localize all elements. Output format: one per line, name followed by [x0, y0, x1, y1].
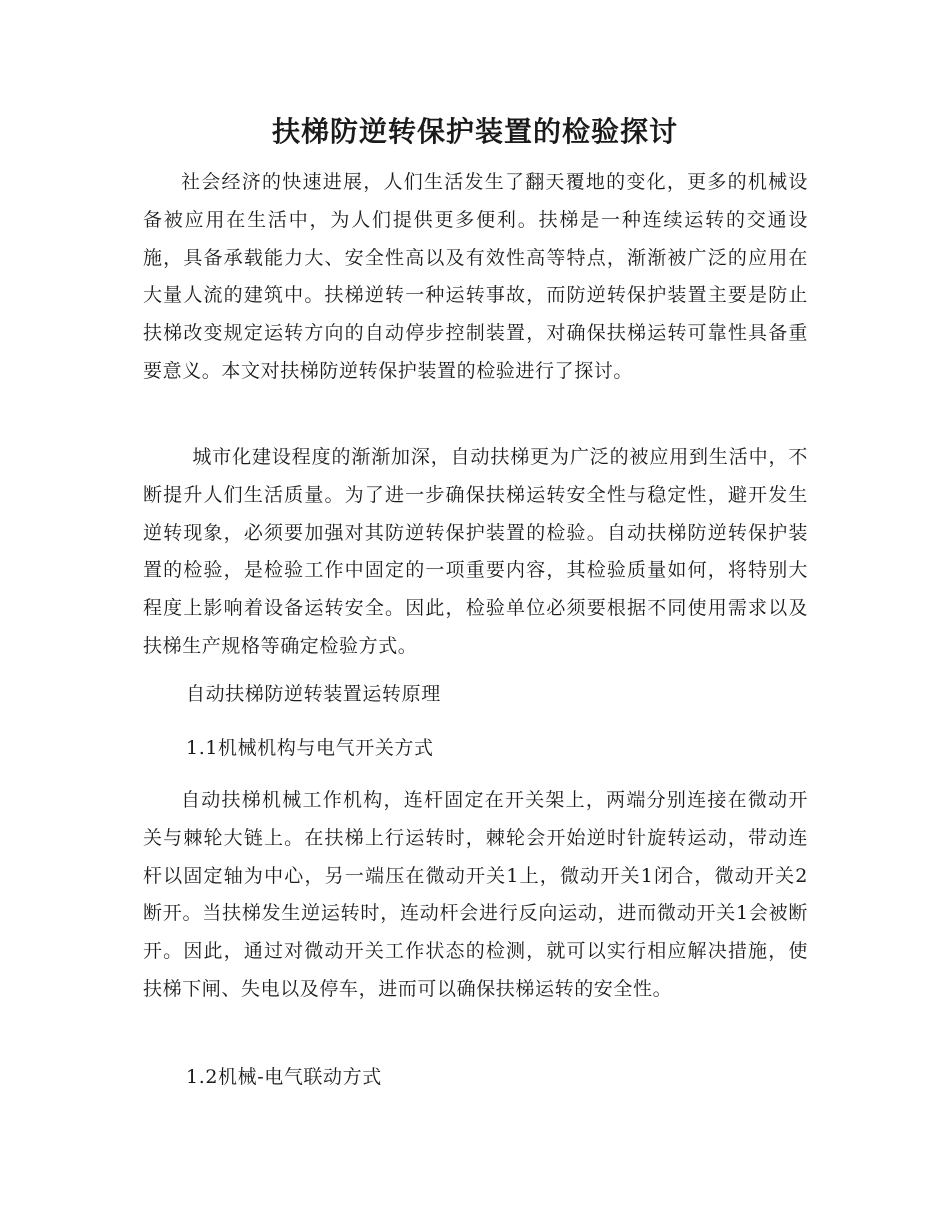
intro-paragraph: 社会经济的快速进展，人们生活发生了翻天覆地的变化，更多的机械设备被应用在生活中，为人们提供更多便利。扶梯是一种连续运转的交通设施，具备承载能力大、安全性高以及有效性高等特点，渐渐被广泛的应用在大量人流的建筑中。扶梯逆转一种运转事故，而防逆转保护装置主要是防止扶梯改变规定运转方向的自动停步控制装置，对确保扶梯运转可靠性具备重要意义。本文对扶梯防逆转保护装置的检验进行了探讨。: [143, 171, 808, 382]
document-title: 扶梯防逆转保护装置的检验探讨: [271, 115, 678, 148]
subsection-heading-1-1: 1.1机械机构与电气开关方式: [186, 737, 434, 759]
background-paragraph: 城市化建设程度的渐渐加深，自动扶梯更为广泛的被应用到生活中，不断提升人们生活质量。为了进一步确保扶梯运转安全性与稳定性，避开发生逆转现象，必须要加强对其防逆转保护装置的检验。自动扶梯防逆转保护装置的检验，是检验工作中固定的一项重要内容，其检验质量如何，将特别大程度上影响着设备运转安全。因此，检验单位必须要根据不同使用需求以及扶梯生产规格等确定检验方式。: [143, 446, 808, 657]
subsection-heading-1-2: 1.2机械-电气联动方式: [186, 1066, 382, 1088]
mechanism-paragraph: 自动扶梯机械工作机构，连杆固定在开关架上，两端分别连接在微动开关与棘轮大链上。在扶梯上行运转时，棘轮会开始逆时针旋转运动，带动连杆以固定轴为中心，另一端压在微动开关1上，微动开关1闭合，微动开关2断开。当扶梯发生逆运转时，连动杆会进行反向运动，进而微动开关1会被断开。因此，通过对微动开关工作状态的检测，就可以实行相应解决措施，使扶梯下闸、失电以及停车，进而可以确保扶梯运转的安全性。: [143, 789, 808, 1000]
section-heading-principle: 自动扶梯防逆转装置运转原理: [186, 683, 441, 705]
